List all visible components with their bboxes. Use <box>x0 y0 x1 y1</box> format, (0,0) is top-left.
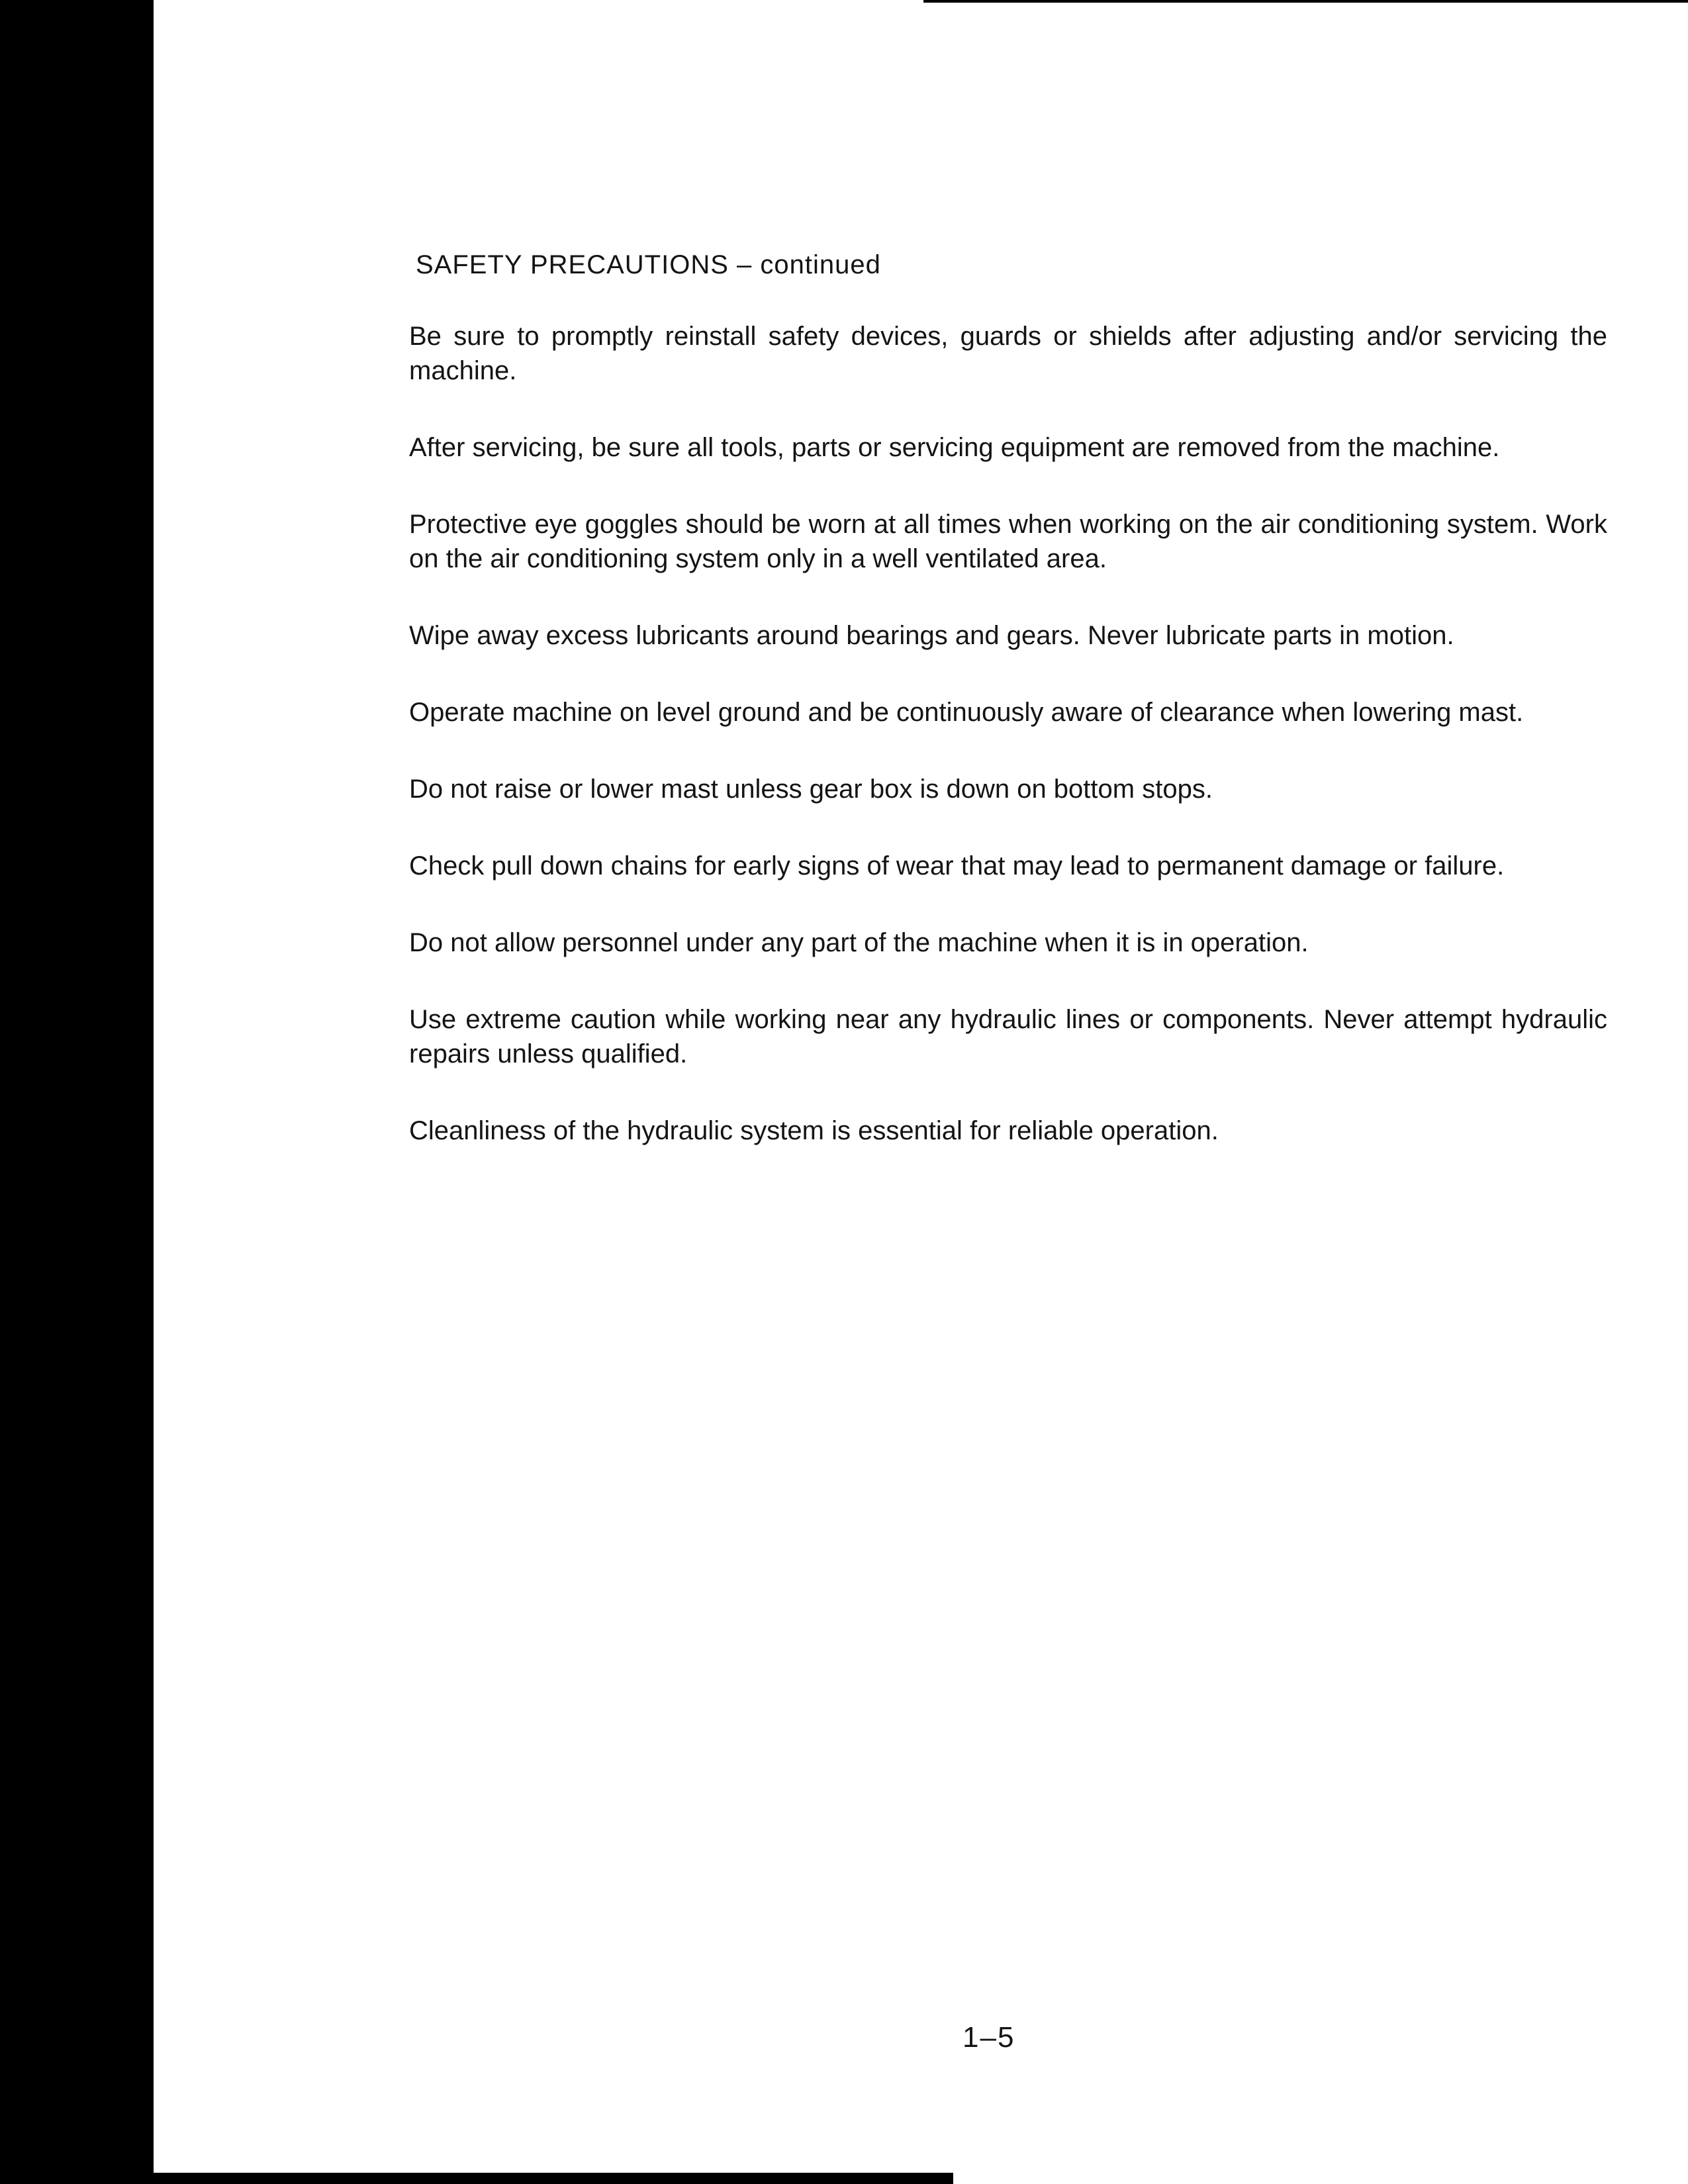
paragraph-eye-goggles: Protective eye goggles should be worn at all times when working on the air conditioning system. Work on the air conditioning system only in a well ventilated area. <box>409 510 1607 573</box>
paragraph-reinstall-guards: Be sure to promptly reinstall safety devices, guards or shields after adjusting and/or servicing the machine. <box>409 322 1607 385</box>
paragraph-hydraulic-cleanliness: Cleanliness of the hydraulic system is essential for reliable operation. <box>409 1116 1219 1145</box>
scan-border-top <box>923 0 1688 3</box>
paragraph-remove-tools: After servicing, be sure all tools, parts or servicing equipment are removed from the machine. <box>409 433 1500 462</box>
page-body <box>409 246 1607 1190</box>
paragraph-level-ground: Operate machine on level ground and be continuously aware of clearance when lowering mast. <box>409 698 1524 727</box>
paragraph-hydraulic-caution: Use extreme caution while working near any hydraulic lines or components. Never attempt hydraulic repairs unless qualified. <box>409 1005 1607 1068</box>
scan-border-left <box>0 0 154 2184</box>
paragraph-pull-down-chains: Check pull down chains for early signs of wear that may lead to permanent damage or failure. <box>409 851 1505 880</box>
paragraph-gear-box: Do not raise or lower mast unless gear box is down on bottom stops. <box>409 775 1213 804</box>
paragraph-personnel: Do not allow personnel under any part of the machine when it is in operation. <box>409 928 1309 957</box>
paragraph-lubricants: Wipe away excess lubricants around bearings and gears. Never lubricate parts in motion. <box>409 621 1454 650</box>
scan-border-bottom <box>0 2173 953 2184</box>
page-number: 1–5 <box>962 2021 1015 2054</box>
section-heading: SAFETY PRECAUTIONS – continued <box>416 250 881 279</box>
